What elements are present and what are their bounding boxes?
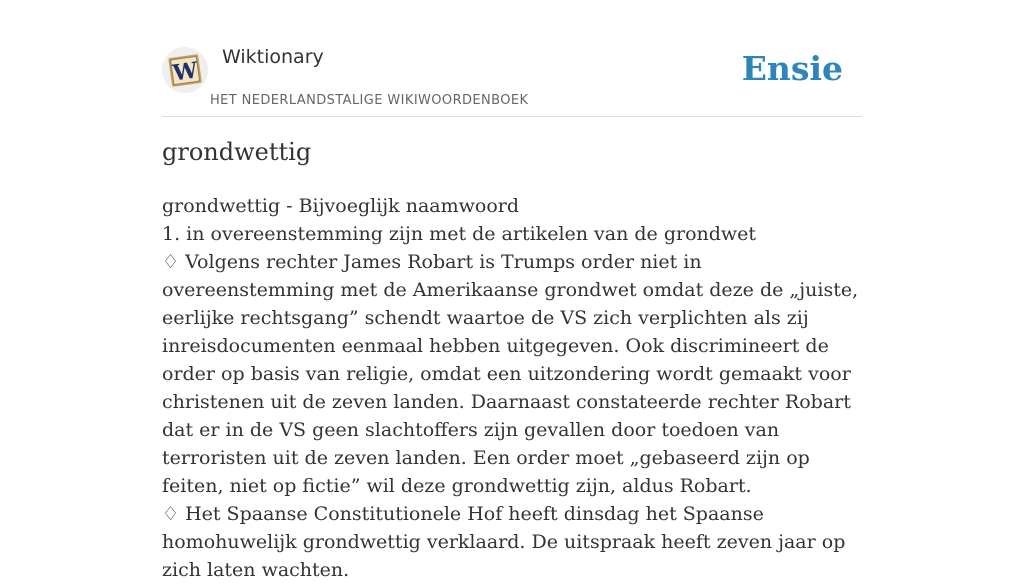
- entry-content: [162, 192, 864, 584]
- site-subtitle: HET NEDERLANDSTALIGE WIKIWOORDENBOEK: [210, 93, 529, 108]
- example-sentence: ♢ Volgens rechter James Robart is Trumps order niet in overeenstemming met de Amerikaanse grondwet omdat deze de „juiste, eerlijke rechtsgang” schendt waartoe de VS zich verplichten als zij inreisdocumenten eenmaal hebben uitgegeven. Ook discrimineert de order op basis van religie, omdat een uitzondering wordt gemaakt voor christenen uit de zeven landen. Daarnaast constateerde rechter Robart dat er in de VS geen slachtoffers zijn gevallen door toedoen van terroristen uit de zeven landen. Een order moet „gebaseerd zijn op feiten, niet op fictie” wil deze grondwettig zijn, aldus Robart.: [162, 251, 859, 497]
- wiktionary-logo-icon[interactable]: [162, 47, 208, 93]
- site-name[interactable]: Wiktionary: [222, 46, 324, 68]
- example-sentence: ♢ Het Spaanse Constitutionele Hof heeft dinsdag het Spaanse homohuwelijk grondwettig verklaard. De uitspraak heeft zeven jaar op zich laten wachten.: [162, 503, 846, 581]
- site-header: [162, 0, 862, 117]
- definition-heading: grondwettig - Bijvoeglijk naamwoord: [162, 195, 520, 217]
- page-title: grondwettig: [162, 138, 312, 166]
- svg-text:W: W: [171, 57, 200, 87]
- ensie-brand-logo[interactable]: Ensie: [741, 49, 843, 88]
- wiktionary-logo-graphic: [162, 47, 208, 93]
- definition-text: 1. in overeenstemming zijn met de artikelen van de grondwet: [162, 223, 757, 245]
